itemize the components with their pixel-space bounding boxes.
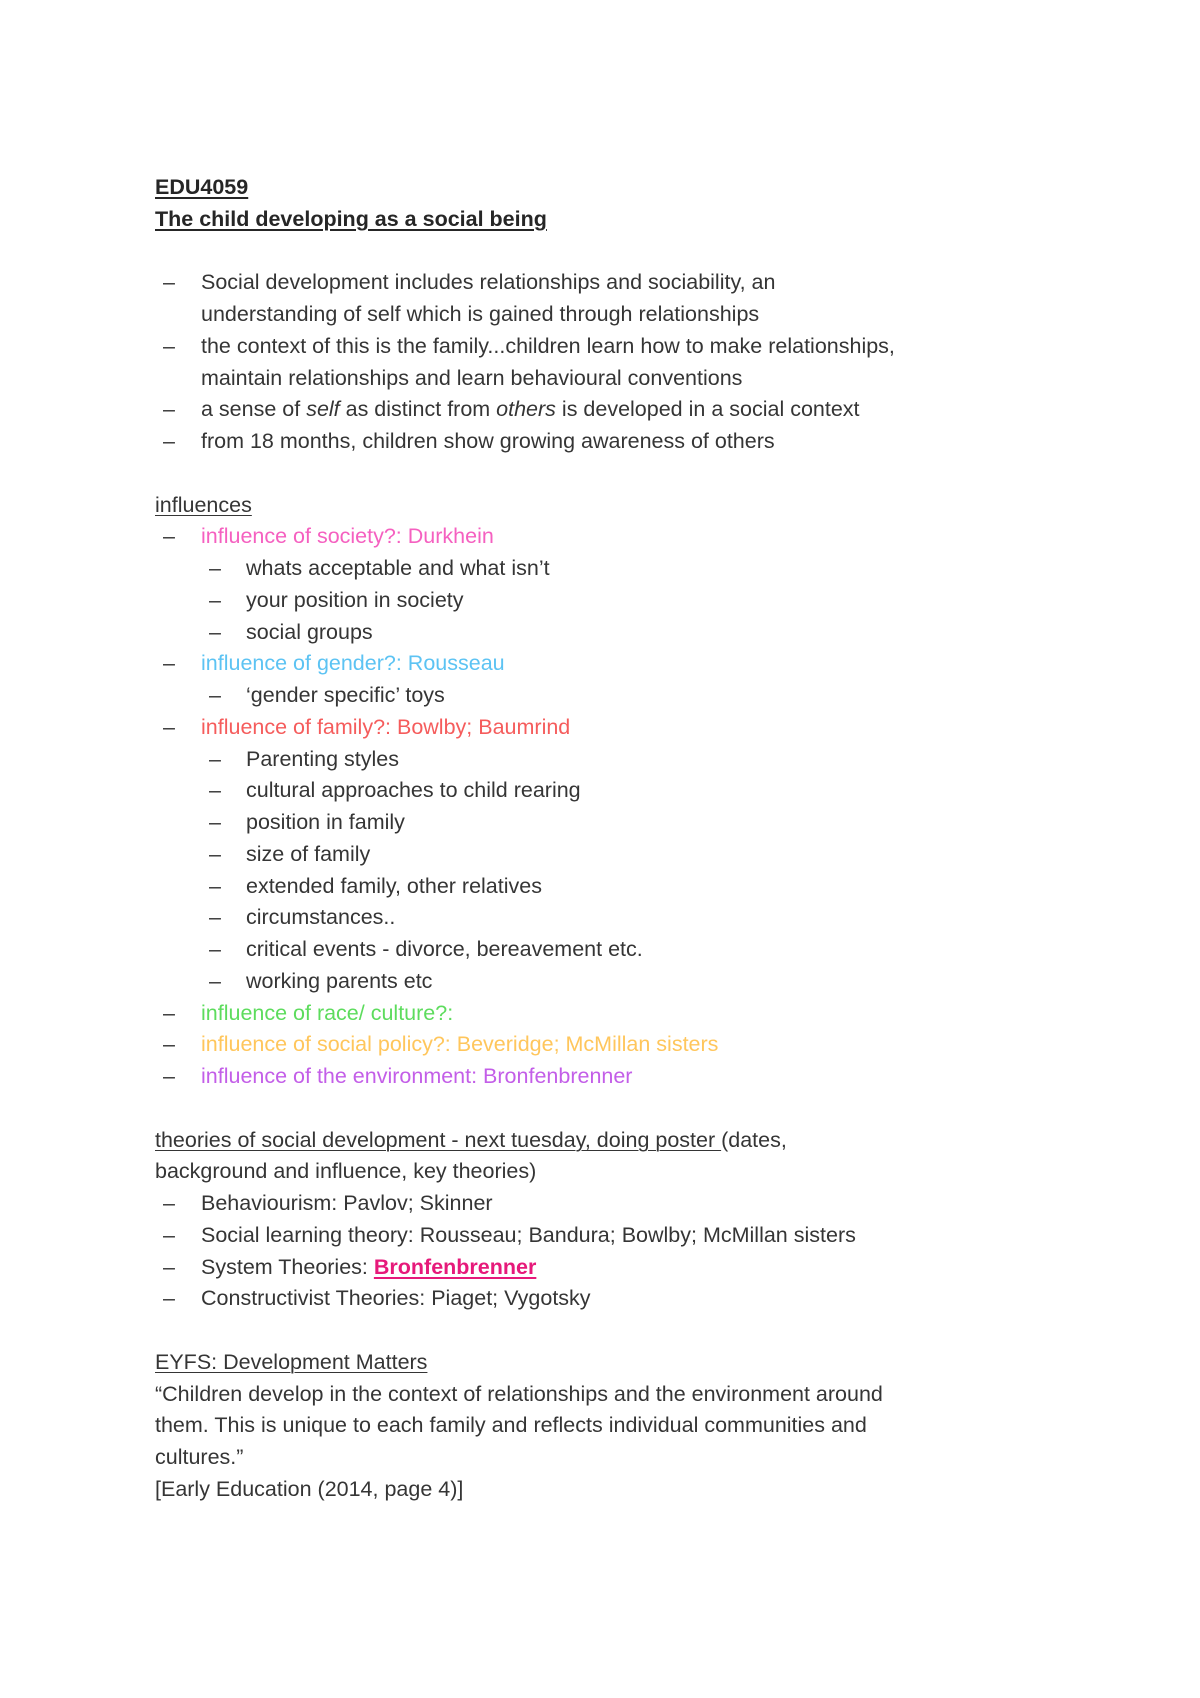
list-marker: – xyxy=(163,397,175,422)
intro-item xyxy=(0,426,1200,458)
influence-label: influence of the environment: Bronfenbrenner xyxy=(201,1064,633,1088)
list-marker: – xyxy=(209,841,221,866)
sub-item xyxy=(0,807,1200,839)
sub-item xyxy=(0,775,1200,807)
influence-item-policy xyxy=(0,1029,1200,1061)
list-marker: – xyxy=(209,619,221,644)
sub-item-text: circumstances.. xyxy=(246,905,396,930)
citation: [Early Education (2014, page 4)] xyxy=(155,1476,464,1501)
sub-item xyxy=(0,902,1200,934)
list-marker: – xyxy=(163,714,175,739)
blank-line xyxy=(0,1093,1200,1125)
sub-item xyxy=(0,553,1200,585)
quote-line: cultures.” xyxy=(155,1445,244,1469)
list-marker: – xyxy=(209,873,221,898)
sub-item-text: working parents etc xyxy=(246,968,433,993)
intro-item xyxy=(0,394,1200,426)
sub-item xyxy=(0,744,1200,776)
influences-heading-line xyxy=(0,490,1200,522)
document-title-line xyxy=(0,204,1200,236)
list-marker: – xyxy=(163,1254,175,1279)
list-marker: – xyxy=(209,905,221,930)
intro-item xyxy=(0,267,1200,299)
list-marker: – xyxy=(209,683,221,707)
list-marker: – xyxy=(209,556,221,580)
theory-item xyxy=(0,1188,1200,1220)
sub-item xyxy=(0,585,1200,617)
influence-item-society xyxy=(0,521,1200,553)
sub-item-text: size of family xyxy=(246,841,371,866)
italic-others: others xyxy=(496,397,556,422)
influence-item-gender xyxy=(0,648,1200,680)
list-marker: – xyxy=(163,1286,175,1311)
sub-item xyxy=(0,934,1200,966)
sub-item-text: cultural approaches to child rearing xyxy=(246,778,581,803)
list-marker: – xyxy=(163,1191,175,1215)
intro-item-text: is developed in a social context xyxy=(555,397,860,422)
list-marker: – xyxy=(163,333,175,358)
blank-line xyxy=(0,1315,1200,1347)
list-marker: – xyxy=(209,778,221,803)
sub-item xyxy=(0,617,1200,649)
sub-item xyxy=(0,966,1200,998)
influence-label: influence of family?: Bowlby; Baumrind xyxy=(201,714,571,739)
list-marker: – xyxy=(209,810,221,834)
theory-item-text: System Theories: xyxy=(201,1254,374,1279)
list-marker: – xyxy=(163,1000,175,1025)
eyfs-heading-line xyxy=(0,1347,1200,1379)
sub-item xyxy=(0,871,1200,903)
influence-item-environment xyxy=(0,1061,1200,1093)
list-marker: – xyxy=(163,651,175,676)
sub-item-text: whats acceptable and what isn’t xyxy=(246,556,550,580)
italic-self: self xyxy=(306,397,340,422)
theories-heading-line xyxy=(0,1125,1200,1157)
list-marker: – xyxy=(163,1032,175,1057)
theory-item xyxy=(0,1252,1200,1284)
sub-item-text: position in family xyxy=(246,810,405,834)
theory-item-text: Behaviourism: Pavlov; Skinner xyxy=(201,1191,493,1215)
blank-line xyxy=(0,236,1200,268)
quote-line: them. This is unique to each family and reflects individual communities and xyxy=(155,1413,867,1438)
intro-item-text: understanding of self which is gained through relationships xyxy=(201,302,760,326)
influence-label: influence of race/ culture?: xyxy=(201,1000,454,1025)
quote-line: “Children develop in the context of relationships and the environment around xyxy=(155,1381,883,1406)
list-marker: – xyxy=(209,968,221,993)
intro-item-text: a sense of xyxy=(201,397,307,422)
intro-item-text: maintain relationships and learn behavioural conventions xyxy=(201,365,743,390)
theory-item xyxy=(0,1283,1200,1315)
course-code-line xyxy=(0,172,1200,204)
sub-item-text: social groups xyxy=(246,619,373,644)
sub-item-text: your position in society xyxy=(246,587,464,612)
list-marker: – xyxy=(163,429,175,453)
theories-heading-line-2 xyxy=(0,1156,1200,1188)
sub-item xyxy=(0,839,1200,871)
theory-item xyxy=(0,1220,1200,1252)
influence-label: influence of society?: Durkhein xyxy=(201,524,494,549)
blank-line xyxy=(0,458,1200,490)
list-marker: – xyxy=(209,746,221,771)
list-marker: – xyxy=(163,1064,175,1088)
influence-item-family xyxy=(0,712,1200,744)
list-marker: – xyxy=(163,524,175,549)
theory-item-text: Constructivist Theories: Piaget; Vygotsky xyxy=(201,1286,591,1311)
influences-heading: influences xyxy=(155,492,252,517)
intro-item-text: the context of this is the family...children learn how to make relationships, xyxy=(201,333,895,358)
sub-item-text: ‘gender specific’ toys xyxy=(246,683,445,707)
list-marker: – xyxy=(209,587,221,612)
document-title: The child developing as a social being xyxy=(155,206,547,231)
sub-item-text: critical events - divorce, bereavement etc. xyxy=(246,937,643,961)
list-marker: – xyxy=(209,937,221,961)
sub-item-text: extended family, other relatives xyxy=(246,873,542,898)
theories-heading-note: background and influence, key theories) xyxy=(155,1159,537,1184)
influence-item-race xyxy=(0,998,1200,1030)
highlighted-theorist: Bronfenbrenner xyxy=(373,1254,537,1279)
theories-heading-note: (dates, xyxy=(721,1127,787,1152)
intro-item-continuation xyxy=(0,299,1200,331)
list-marker: – xyxy=(163,270,175,295)
list-marker: – xyxy=(163,1222,175,1247)
course-code: EDU4059 xyxy=(155,175,249,199)
intro-item-text: as distinct from xyxy=(339,397,497,422)
sub-item-text: Parenting styles xyxy=(246,746,399,771)
intro-item-text: Social development includes relationships and sociability, an xyxy=(201,270,776,295)
influence-label: influence of gender?: Rousseau xyxy=(201,651,505,676)
intro-item xyxy=(0,331,1200,363)
intro-item-text: from 18 months, children show growing awareness of others xyxy=(201,429,775,453)
sub-item xyxy=(0,680,1200,712)
eyfs-heading: EYFS: Development Matters xyxy=(155,1349,428,1374)
influence-label: influence of social policy?: Beveridge; McMillan sisters xyxy=(201,1032,719,1057)
theories-heading: theories of social development - next tuesday, doing poster xyxy=(155,1127,722,1152)
intro-item-continuation xyxy=(0,363,1200,395)
theory-item-text: Social learning theory: Rousseau; Bandura; Bowlby; McMillan sisters xyxy=(201,1222,856,1247)
